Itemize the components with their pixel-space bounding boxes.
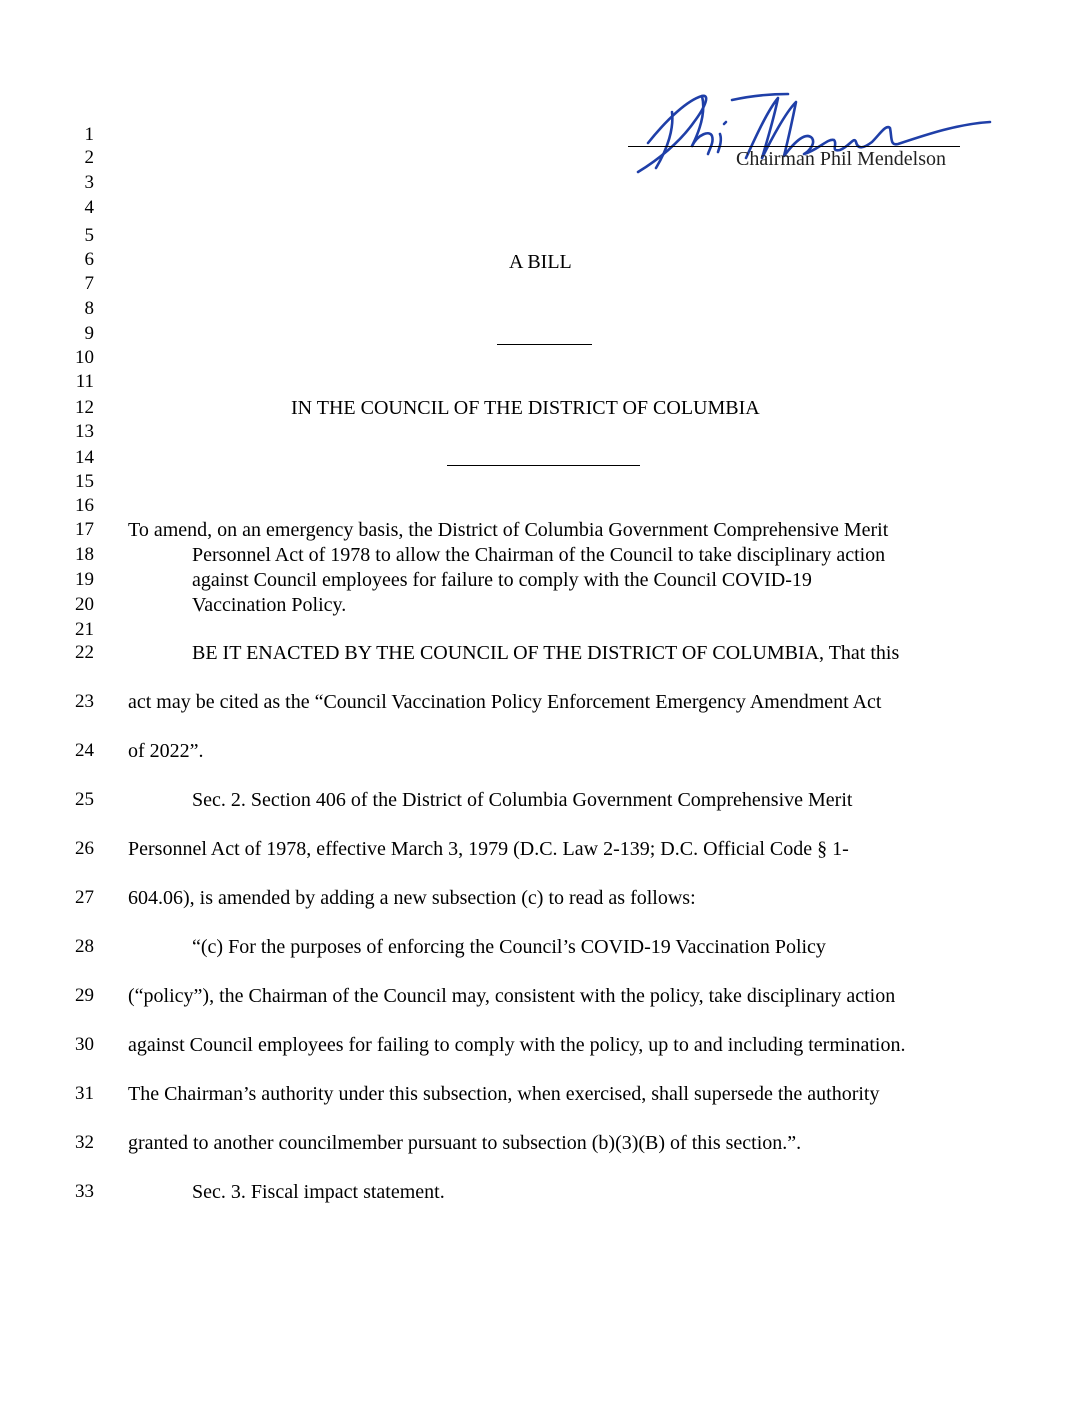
line-number: 9	[84, 323, 94, 344]
line-number: 21	[75, 619, 94, 640]
title-line: against Council employees for failure to comply with the Council COVID-19	[192, 569, 812, 591]
heading-separator-line	[447, 465, 640, 466]
title-line: Vaccination Policy.	[192, 594, 347, 616]
line-number: 26	[75, 838, 94, 859]
body-line: 604.06), is amended by adding a new subsection (c) to read as follows:	[128, 887, 696, 909]
council-heading: IN THE COUNCIL OF THE DISTRICT OF COLUMBIA	[291, 397, 760, 419]
line-number: 17	[75, 519, 94, 540]
line-number: 12	[75, 397, 94, 418]
line-number: 10	[75, 347, 94, 368]
line-number: 5	[84, 225, 94, 246]
line-number: 16	[75, 495, 94, 516]
line-number: 18	[75, 544, 94, 565]
signer-name: Chairman Phil Mendelson	[736, 148, 946, 170]
line-number: 6	[84, 249, 94, 270]
line-number: 11	[75, 371, 94, 392]
line-number: 31	[75, 1083, 94, 1104]
line-number: 14	[75, 447, 94, 468]
body-line: (“policy”), the Chairman of the Council may, consistent with the policy, take disciplinary action	[128, 985, 896, 1007]
line-number: 24	[75, 740, 94, 761]
line-number: 27	[75, 887, 94, 908]
line-number: 8	[84, 298, 94, 319]
subsection-c-line: “(c) For the purposes of enforcing the Council’s COVID-19 Vaccination Policy	[192, 936, 826, 958]
title-line: Personnel Act of 1978 to allow the Chairman of the Council to take disciplinary action	[192, 544, 886, 566]
line-number: 20	[75, 594, 94, 615]
body-line: Personnel Act of 1978, effective March 3, 1979 (D.C. Law 2-139; D.C. Official Code § 1-	[128, 838, 849, 860]
line-number: 4	[84, 197, 94, 218]
enacting-clause-line: BE IT ENACTED BY THE COUNCIL OF THE DISTRICT OF COLUMBIA, That this	[192, 642, 900, 664]
line-number: 33	[75, 1181, 94, 1202]
line-number: 13	[75, 421, 94, 442]
line-number: 30	[75, 1034, 94, 1055]
line-number: 15	[75, 471, 94, 492]
line-number: 23	[75, 691, 94, 712]
bill-number-blank-line	[497, 344, 592, 345]
body-line: act may be cited as the “Council Vaccination Policy Enforcement Emergency Amendment Act	[128, 691, 882, 713]
section-3-line: Sec. 3. Fiscal impact statement.	[192, 1181, 445, 1203]
body-line: against Council employees for failing to comply with the policy, up to and including termination.	[128, 1034, 906, 1056]
title-line: To amend, on an emergency basis, the District of Columbia Government Comprehensive Merit	[128, 519, 889, 541]
signature-line	[628, 146, 960, 147]
body-line: granted to another councilmember pursuant to subsection (b)(3)(B) of this section.”.	[128, 1132, 802, 1154]
line-number: 22	[75, 642, 94, 663]
body-line: The Chairman’s authority under this subsection, when exercised, shall supersede the authority	[128, 1083, 880, 1105]
line-number: 3	[84, 172, 94, 193]
line-number: 32	[75, 1132, 94, 1153]
bill-heading: A BILL	[509, 251, 572, 273]
body-line: of 2022”.	[128, 740, 204, 762]
line-number: 7	[84, 273, 94, 294]
line-number: 2	[84, 147, 94, 168]
line-number: 19	[75, 569, 94, 590]
line-number: 28	[75, 936, 94, 957]
line-number: 1	[84, 124, 94, 145]
section-2-line: Sec. 2. Section 406 of the District of Columbia Government Comprehensive Merit	[192, 789, 853, 811]
line-number: 29	[75, 985, 94, 1006]
line-number: 25	[75, 789, 94, 810]
